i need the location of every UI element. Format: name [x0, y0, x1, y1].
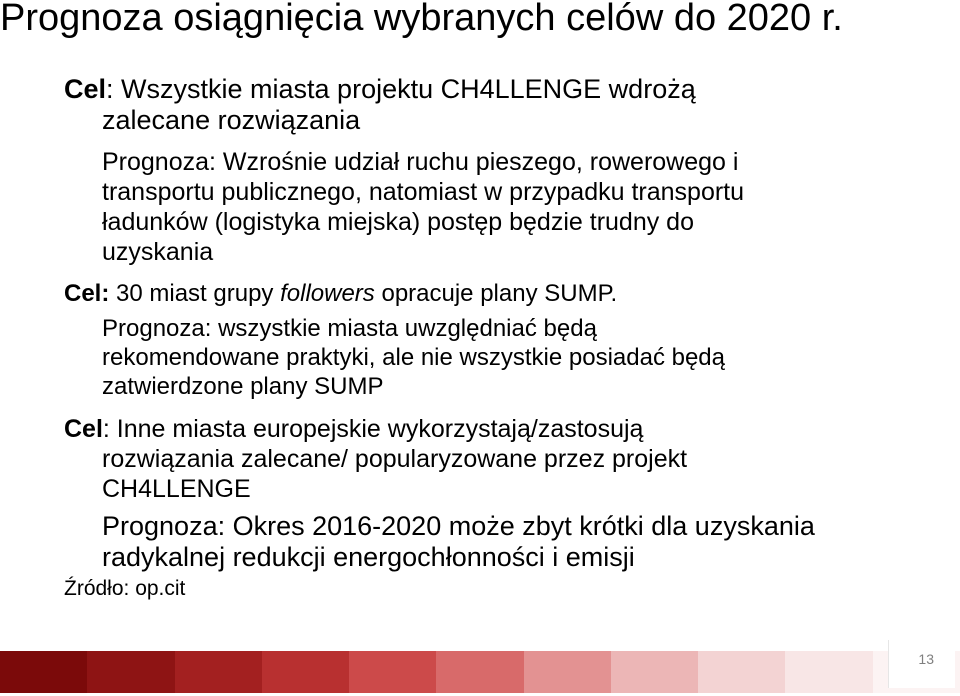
source-note: Źródło: op.cit: [64, 577, 186, 600]
goal-2-cel-italic: followers: [280, 280, 375, 307]
footer-segment: [175, 651, 262, 693]
footer-segment: [611, 651, 698, 693]
goal-1-prognoza-line-1: Prognoza: Wzrośnie udział ruchu pieszego, rowerowego i: [102, 148, 739, 176]
goal-3-cel-line-1: [64, 414, 687, 444]
goal-1-prognoza-line-3: ładunków (logistyka miejska) postęp będzie trudny do: [102, 208, 694, 236]
footer-segment: [349, 651, 436, 693]
footer-segment: [87, 651, 174, 693]
goal-2-cel-text-before: 30 miast grupy: [109, 280, 281, 307]
goal-1-prognoza: [102, 147, 744, 267]
cel-label: Cel: [64, 415, 103, 443]
page-number: 13: [918, 651, 934, 667]
goal-2-prognoza-line-3: zatwierdzone plany SUMP: [102, 373, 384, 400]
goal-3-cel-line-3: CH4LLENGE: [102, 475, 251, 503]
goal-1-prognoza-line-2: transportu publicznego, natomiast w przypadku transportu: [102, 178, 745, 206]
footer-segment: [0, 651, 87, 693]
goal-1-prognoza-line-4: uzyskania: [102, 238, 214, 266]
cel-label: Cel:: [64, 280, 110, 307]
goal-3-cel-line-2: rozwiązania zalecane/ popularyzowane przez projekt: [102, 445, 688, 473]
cel-label: Cel: [64, 74, 107, 104]
footer-segment: [262, 651, 349, 693]
footer-segment: [785, 651, 872, 693]
goal-2-prognoza: [102, 314, 725, 401]
goal-1-cel-line-1: [64, 74, 696, 105]
footer-segment: [524, 651, 611, 693]
goal-1-cel-line-1-text: : Wszystkie miasta projektu CH4LLENGE wdrożą: [106, 74, 696, 104]
goal-2-cel: [64, 279, 617, 308]
footer-segment: [698, 651, 785, 693]
goal-3-prognoza-line-2: radykalnej redukcji energochłonności i emisji: [102, 542, 635, 572]
goal-1-cel: [64, 74, 696, 136]
footer-gradient-bar: [0, 651, 960, 693]
goal-3-prognoza: [102, 511, 815, 573]
goal-2-cel-line-1: [64, 279, 617, 308]
footer-segment: [436, 651, 523, 693]
goal-2-cel-text-after: opracuje plany SUMP.: [374, 280, 618, 307]
goal-2-prognoza-line-2: rekomendowane praktyki, ale nie wszystkie posiadać będą: [102, 344, 726, 371]
goal-1-cel-line-2: zalecane rozwiązania: [102, 105, 361, 135]
goal-2-prognoza-line-1: Prognoza: wszystkie miasta uwzględniać będą: [102, 315, 597, 342]
goal-3-cel-line-1-text: : Inne miasta europejskie wykorzystają/zastosują: [102, 415, 644, 443]
goal-3-cel: [64, 414, 687, 504]
goal-3-prognoza-line-1: Prognoza: Okres 2016-2020 może zbyt krótki dla uzyskania: [102, 511, 815, 541]
slide-title: Prognoza osiągnięcia wybranych celów do 2020 r.: [0, 0, 843, 39]
